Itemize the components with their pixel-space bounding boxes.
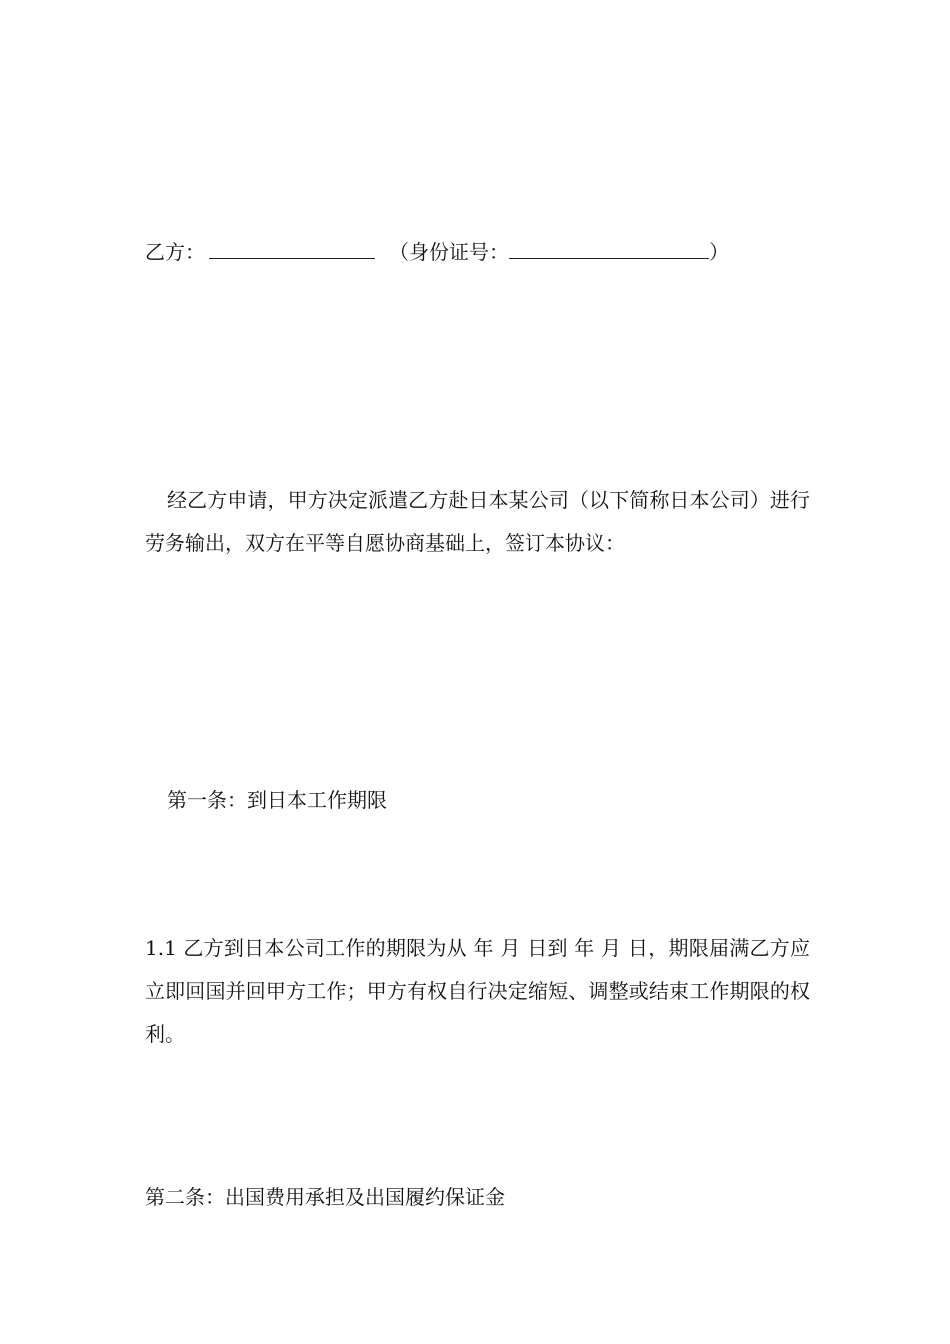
id-number-close: ） <box>709 240 729 264</box>
article-1-heading: 第一条：到日本工作期限 <box>167 788 387 812</box>
article-1-clause-1-1: 1.1 乙方到日本公司工作的期限为从 年 月 日到 年 月 日，期限届满乙方应立即回国并回甲方工作；甲方有权自行决定缩短、调整或结束工作期限的权利。 <box>145 936 810 1046</box>
party-b-line <box>145 240 729 264</box>
id-number-blank <box>509 240 709 259</box>
id-number-open: （身份证号： <box>389 240 509 264</box>
intro-paragraph: 经乙方申请，甲方决定派遣乙方赴日本某公司（以下简称日本公司）进行劳务输出，双方在平等自愿协商基础上，签订本协议： <box>145 488 810 555</box>
article-2-heading: 第二条：出国费用承担及出国履约保证金 <box>145 1185 505 1209</box>
party-b-name-blank <box>209 240 375 259</box>
party-b-label: 乙方： <box>145 240 205 264</box>
